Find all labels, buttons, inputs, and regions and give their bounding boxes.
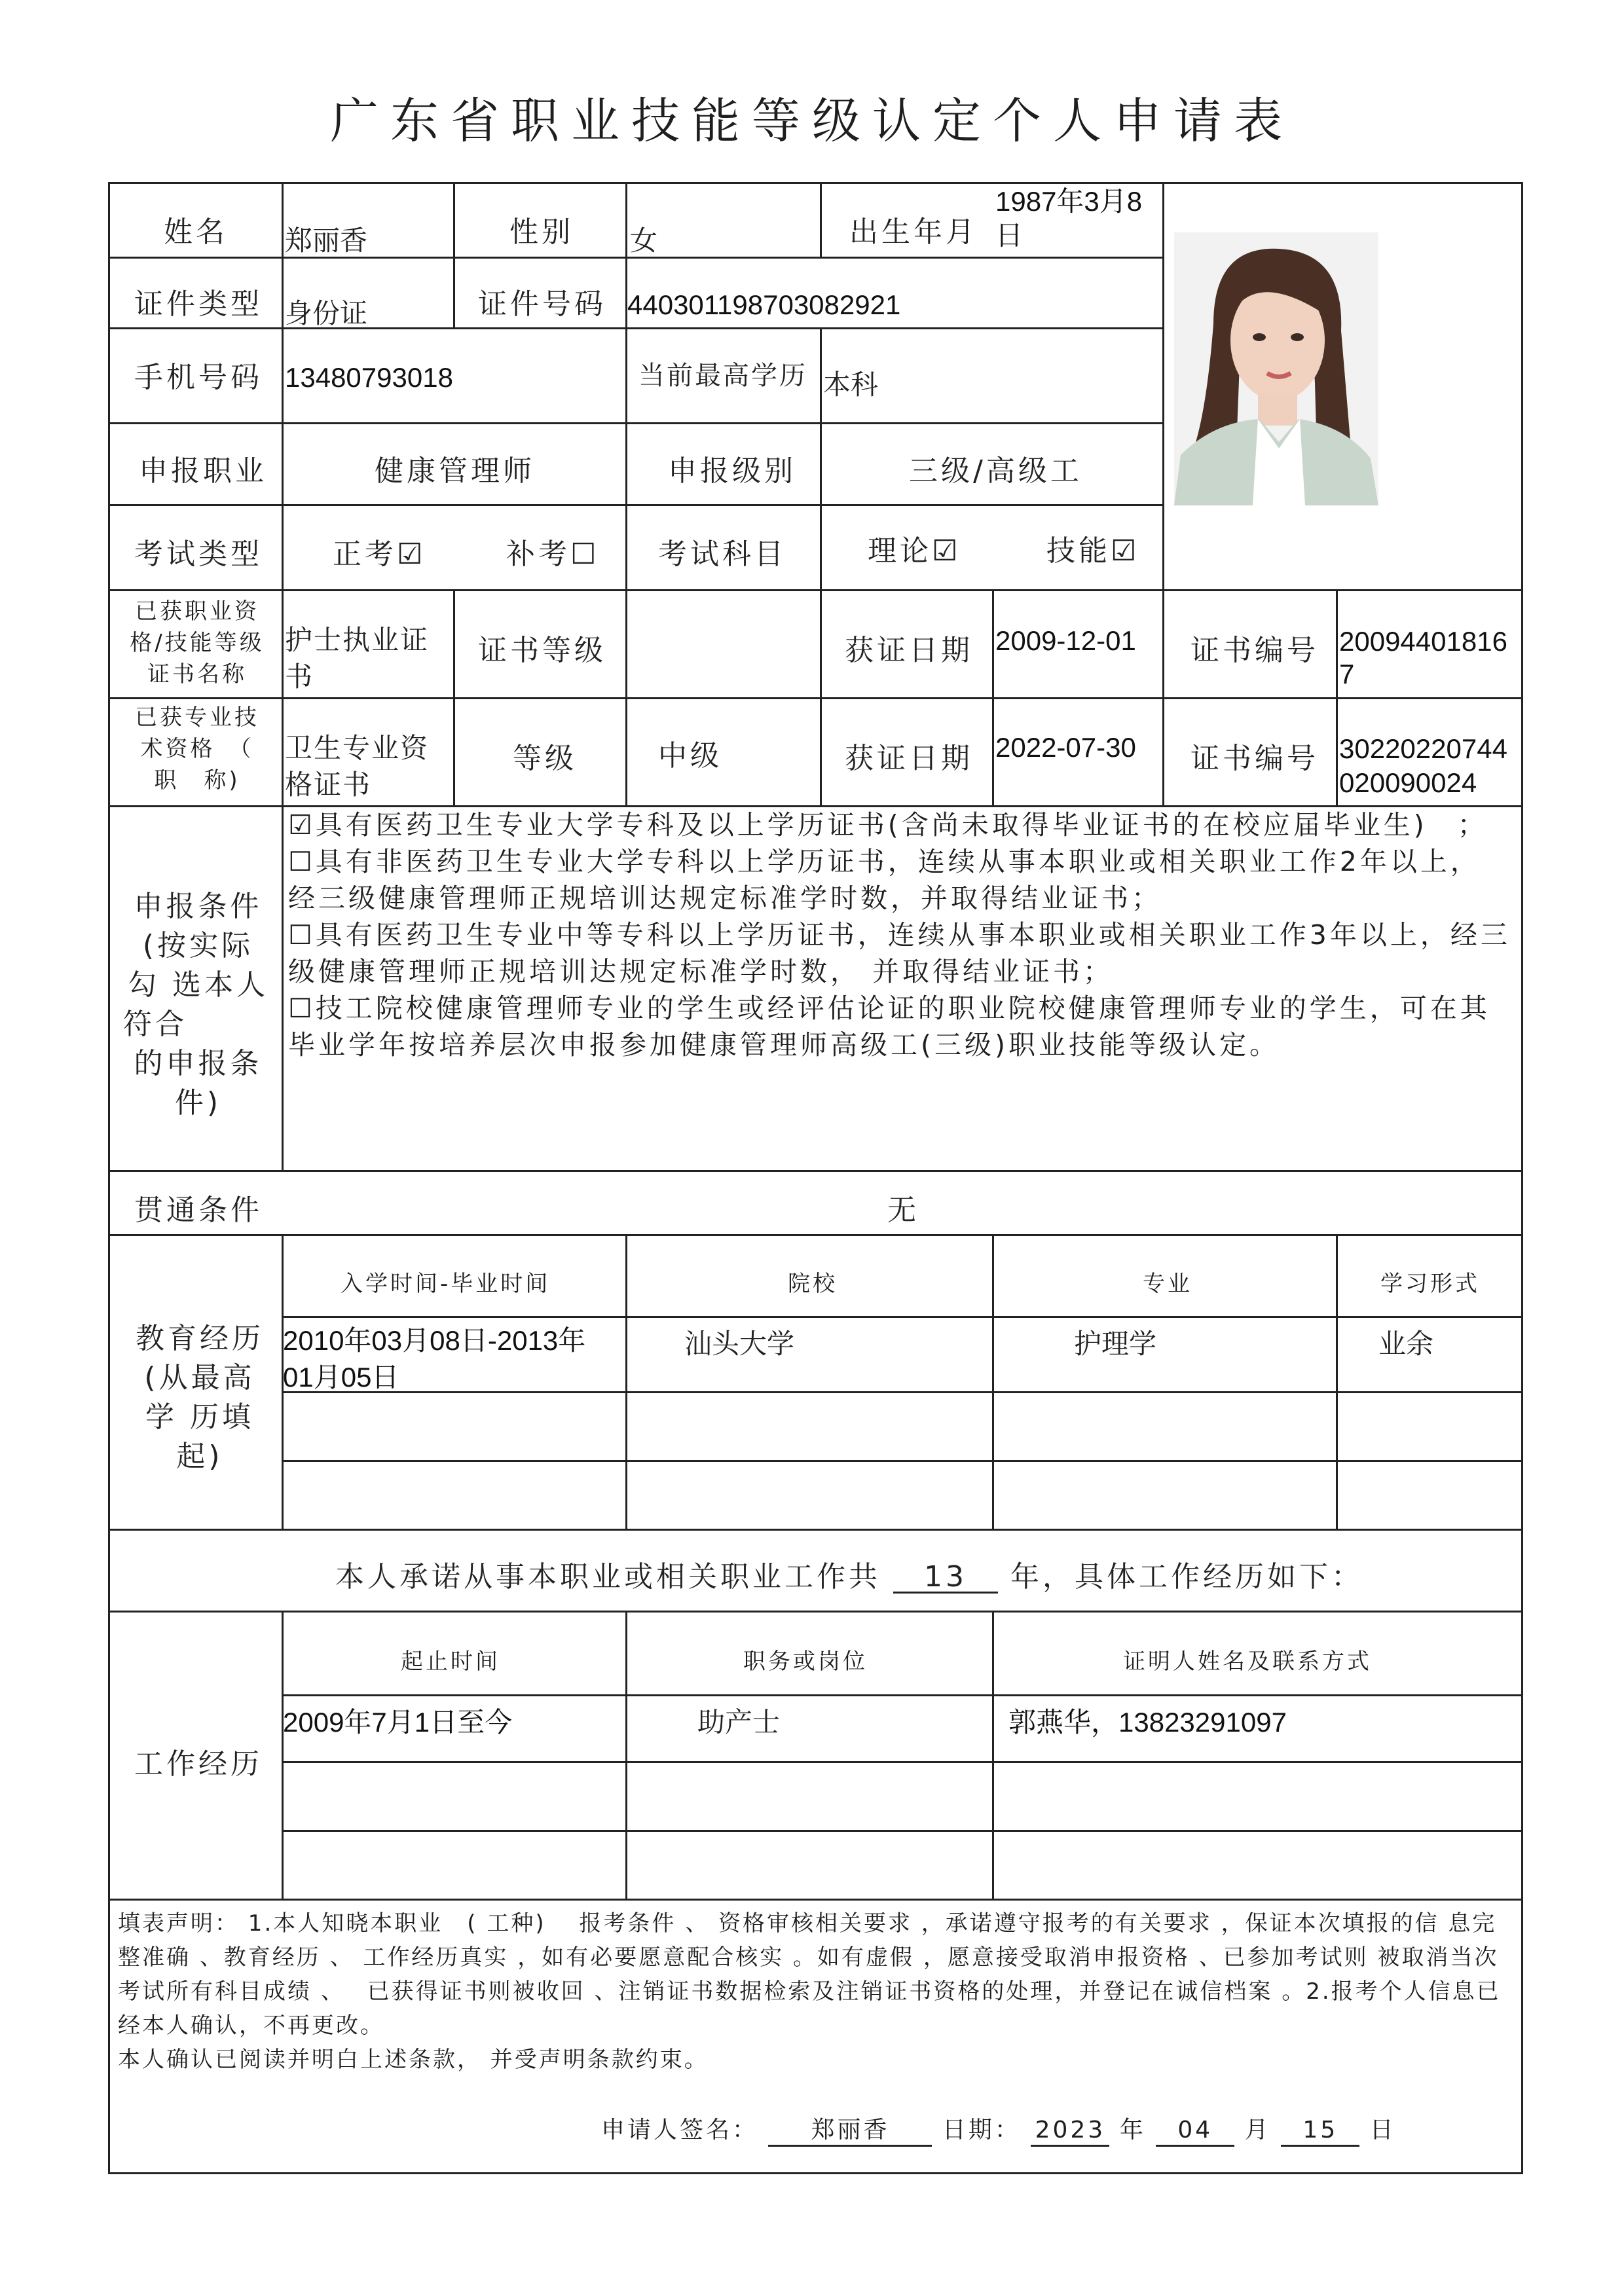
education-history-label-line1: 教育经历 (136, 1322, 264, 1355)
cert-name-value (285, 622, 429, 695)
line (625, 1234, 627, 1529)
line (282, 1694, 1523, 1696)
gender-label: 性别 (509, 215, 574, 249)
tech-no-label: 证书编号 (1190, 742, 1319, 775)
edu-row-1-period (283, 1322, 585, 1396)
tech-name-value-line1: 卫生专业资 (285, 732, 430, 764)
skill-checkbox[interactable]: 技能☑ (1046, 534, 1140, 568)
exam-subject-label: 考试科目 (658, 538, 786, 571)
commitment-years: 13 (893, 1563, 998, 1594)
tech-grade-label: 等级 (513, 742, 577, 775)
edu-header-mode: 学习形式 (1380, 1271, 1480, 1297)
tech-name-value-line2: 格证书 (285, 769, 372, 801)
id-number-label: 证件号码 (478, 287, 606, 321)
work-row-1-position: 助产士 (697, 1706, 781, 1738)
signature-name: 郑丽香 (768, 2116, 932, 2147)
tech-name-value (285, 730, 429, 803)
education-label: 当前最高学历 (638, 361, 807, 391)
date-label: 日期： (942, 2117, 1021, 2143)
line (282, 1611, 284, 1899)
line (992, 589, 994, 805)
condition-item-2[interactable]: ☐具有非医药卫生专业大学专科以上学历证书，连续从事本职业或相关职业工作2年以上， 经三级健康管理师正规培训达规定标准学时数，并取得结业证书； (288, 846, 1481, 914)
declaration-confirm: 本人确认已阅读并明白上述条款， 并受声明条款约束。 (118, 2047, 709, 2073)
birth-value-line2: 日 (995, 220, 1024, 251)
gender-value: 女 (630, 225, 658, 257)
line (108, 504, 1162, 506)
conditions-label-line6: 件) (174, 1086, 222, 1120)
line (108, 1899, 1523, 1901)
date-day: 15 (1281, 2116, 1359, 2147)
id-type-label: 证件类型 (134, 287, 263, 321)
line (108, 1611, 1523, 1613)
portrait-image (1174, 232, 1378, 505)
line (625, 327, 627, 589)
tech-grade-value: 中级 (658, 739, 722, 773)
theory-checkbox[interactable]: 理论☑ (868, 534, 961, 568)
cert-name-label (115, 596, 280, 690)
line (108, 589, 1523, 591)
name-label: 姓名 (164, 215, 228, 249)
line (1162, 182, 1164, 591)
tech-date-label: 获证日期 (845, 742, 973, 775)
tech-title-label-line1: 已获专业技 (135, 704, 259, 731)
edu-row-1-period-line2: 01月05日 (283, 1362, 399, 1393)
level-value: 三级/高级工 (909, 454, 1082, 488)
commitment-suffix: 年，具体工作经历如下： (1010, 1560, 1363, 1594)
education-history-label-line4: 起) (176, 1440, 223, 1473)
applicant-photo (1174, 232, 1378, 505)
cert-name-label-line3: 证书名称 (147, 661, 247, 687)
cert-name-label-line2: 格/技能等级 (130, 630, 265, 656)
declaration (118, 1906, 1513, 2077)
line (453, 589, 455, 805)
cert-date-value: 2009-12-01 (995, 625, 1136, 656)
education-history-label (121, 1319, 278, 1476)
tech-no-value-line1: 30220220744 (1339, 733, 1507, 764)
line (1521, 182, 1523, 2174)
exam-makeup-checkbox[interactable]: 补考☐ (506, 538, 600, 571)
line (282, 1761, 1523, 1763)
edu-header-major: 专业 (1143, 1271, 1192, 1297)
line (108, 1234, 1523, 1236)
line (625, 589, 627, 805)
edu-row-1-mode: 业余 (1378, 1328, 1434, 1360)
commitment-line (335, 1553, 1363, 1595)
line (625, 1611, 627, 1899)
through-label: 贯通条件 (134, 1194, 263, 1227)
line (820, 589, 822, 805)
birth-label: 出生年月 (849, 215, 978, 249)
phone-label: 手机号码 (134, 361, 263, 394)
line (108, 182, 1523, 184)
work-header-reference: 证明人姓名及联系方式 (1123, 1649, 1372, 1675)
birth-value (995, 185, 1142, 253)
conditions-label-line4: 符合 (123, 1008, 187, 1041)
exam-type-label: 考试类型 (134, 538, 263, 571)
conditions-label (118, 887, 278, 1123)
conditions-label-line1: 申报条件 (134, 890, 263, 923)
edu-row-1-period-line1: 2010年03月08日-2013年 (283, 1325, 586, 1356)
work-row-1-reference: 郭燕华，13823291097 (1008, 1707, 1287, 1738)
cert-no-label: 证书编号 (1190, 634, 1319, 667)
tech-title-label-line3: 职 称) (154, 767, 240, 793)
cert-date-label: 获证日期 (845, 634, 973, 667)
id-type-value: 身份证 (285, 297, 368, 329)
form-title: 广东省职业技能等级认定个人申请表 (330, 93, 1294, 149)
occupation-value: 健康管理师 (375, 454, 535, 488)
cert-no-value-line2: 7 (1339, 659, 1355, 689)
line (108, 182, 110, 2174)
cert-no-value (1339, 625, 1507, 691)
conditions-label-line2: (按实际 (142, 929, 254, 962)
date-year: 2023 (1031, 2116, 1109, 2147)
education-value: 本科 (823, 369, 879, 401)
id-number-value: 440301198703082921 (627, 289, 901, 320)
condition-item-3[interactable]: ☐具有医药卫生专业中等专科以上学历证书，连续从事本职业或相关职业工作3年以上，经三级健康管理师正规培训达规定标准学时数， 并取得结业证书； (288, 919, 1511, 987)
line (992, 1611, 994, 1899)
work-row-1-period: 2009年7月1日至今 (283, 1707, 513, 1738)
condition-item-1[interactable]: ☑具有医药卫生专业大学专科及以上学历证书(含尚未取得毕业证书的在校应届毕业生) ； (288, 809, 1488, 841)
name-value: 郑丽香 (285, 225, 368, 257)
through-value: 无 (887, 1194, 919, 1227)
occupation-label: 申报职业 (139, 454, 267, 488)
declaration-text: 填表声明： 1.本人知晓本职业 ( 工种) 报考条件 、 资格审核相关要求 ，承诺遵守报考的有关要求 ，保证本次填报的信 息完整准确 、教育经历 、 工作经历真实 ，如有必要愿意配合核实 。如有虚假 ，愿意接受取消申报资格 、已参加考试则 被取消当次考试所有科目成绩 、 已获得证书则被收回 、注销证书数据检索及注销证书资格的处理，并登记在诚信档案 。2.报考个人信息已经本人确认，不再更改。 (118, 1910, 1501, 2039)
line (108, 327, 1162, 329)
edu-row-1-major: 护理学 (1074, 1328, 1157, 1360)
cert-name-label-line1: 已获职业资 (135, 598, 259, 625)
education-history-label-line3: 学 历填 (145, 1400, 254, 1434)
condition-item-4[interactable]: ☐技工院校健康管理师专业的学生或经评估论证的职业院校健康管理师专业的学生，可在其毕业学年按培养层次申报参加健康管理师高级工(三级)职业技能等级认定。 (288, 993, 1490, 1061)
line (1336, 589, 1338, 805)
edu-row-1-school: 汕头大学 (684, 1328, 795, 1360)
cert-no-value-line1: 20094401816 (1339, 626, 1507, 657)
birth-value-line1: 1987年3月8 (995, 186, 1143, 217)
line (1336, 1234, 1338, 1529)
signature-label: 申请人签名： (601, 2117, 759, 2143)
tech-no-value (1339, 732, 1507, 800)
phone-value: 13480793018 (285, 362, 453, 393)
line (108, 1529, 1523, 1531)
cert-grade-label: 证书等级 (478, 634, 606, 667)
date-month-unit: 月 (1244, 2117, 1271, 2143)
line (820, 327, 822, 589)
line (992, 1234, 994, 1529)
exam-regular-checkbox[interactable]: 正考☑ (333, 538, 426, 571)
work-history-label: 工作经历 (134, 1747, 263, 1781)
line (108, 2172, 1523, 2174)
conditions-label-line5: 的申报条 (134, 1047, 263, 1080)
tech-date-value: 2022-07-30 (995, 732, 1136, 763)
line (282, 182, 284, 1172)
line (108, 1170, 1523, 1172)
cert-name-value-line2: 书 (285, 661, 314, 693)
tech-title-label (115, 702, 280, 796)
level-label: 申报级别 (668, 454, 796, 488)
tech-title-label-line2: 术资格 （ (140, 736, 254, 762)
date-month: 04 (1156, 2116, 1234, 2147)
line (1162, 589, 1164, 805)
line (282, 1830, 1523, 1832)
conditions-label-line3: 勾 选本人 (128, 968, 268, 1002)
date-day-unit: 日 (1369, 2117, 1396, 2143)
education-history-label-line2: (从最高 (144, 1361, 255, 1394)
line (108, 422, 1162, 424)
commitment-prefix: 本人承诺从事本职业或相关职业工作共 (335, 1560, 881, 1594)
cert-name-value-line1: 护士执业证 (285, 624, 430, 656)
signature-row (601, 2111, 1396, 2147)
line (108, 697, 1523, 699)
work-header-period: 起止时间 (401, 1649, 500, 1675)
edu-header-period: 入学时间-毕业时间 (341, 1271, 551, 1297)
line (820, 182, 822, 257)
tech-no-value-line2: 020090024 (1339, 767, 1477, 798)
conditions-list (288, 807, 1513, 1063)
edu-header-school: 院校 (788, 1271, 838, 1297)
line (453, 182, 455, 327)
work-header-position: 职务或岗位 (743, 1649, 868, 1675)
date-year-unit: 年 (1119, 2117, 1146, 2143)
